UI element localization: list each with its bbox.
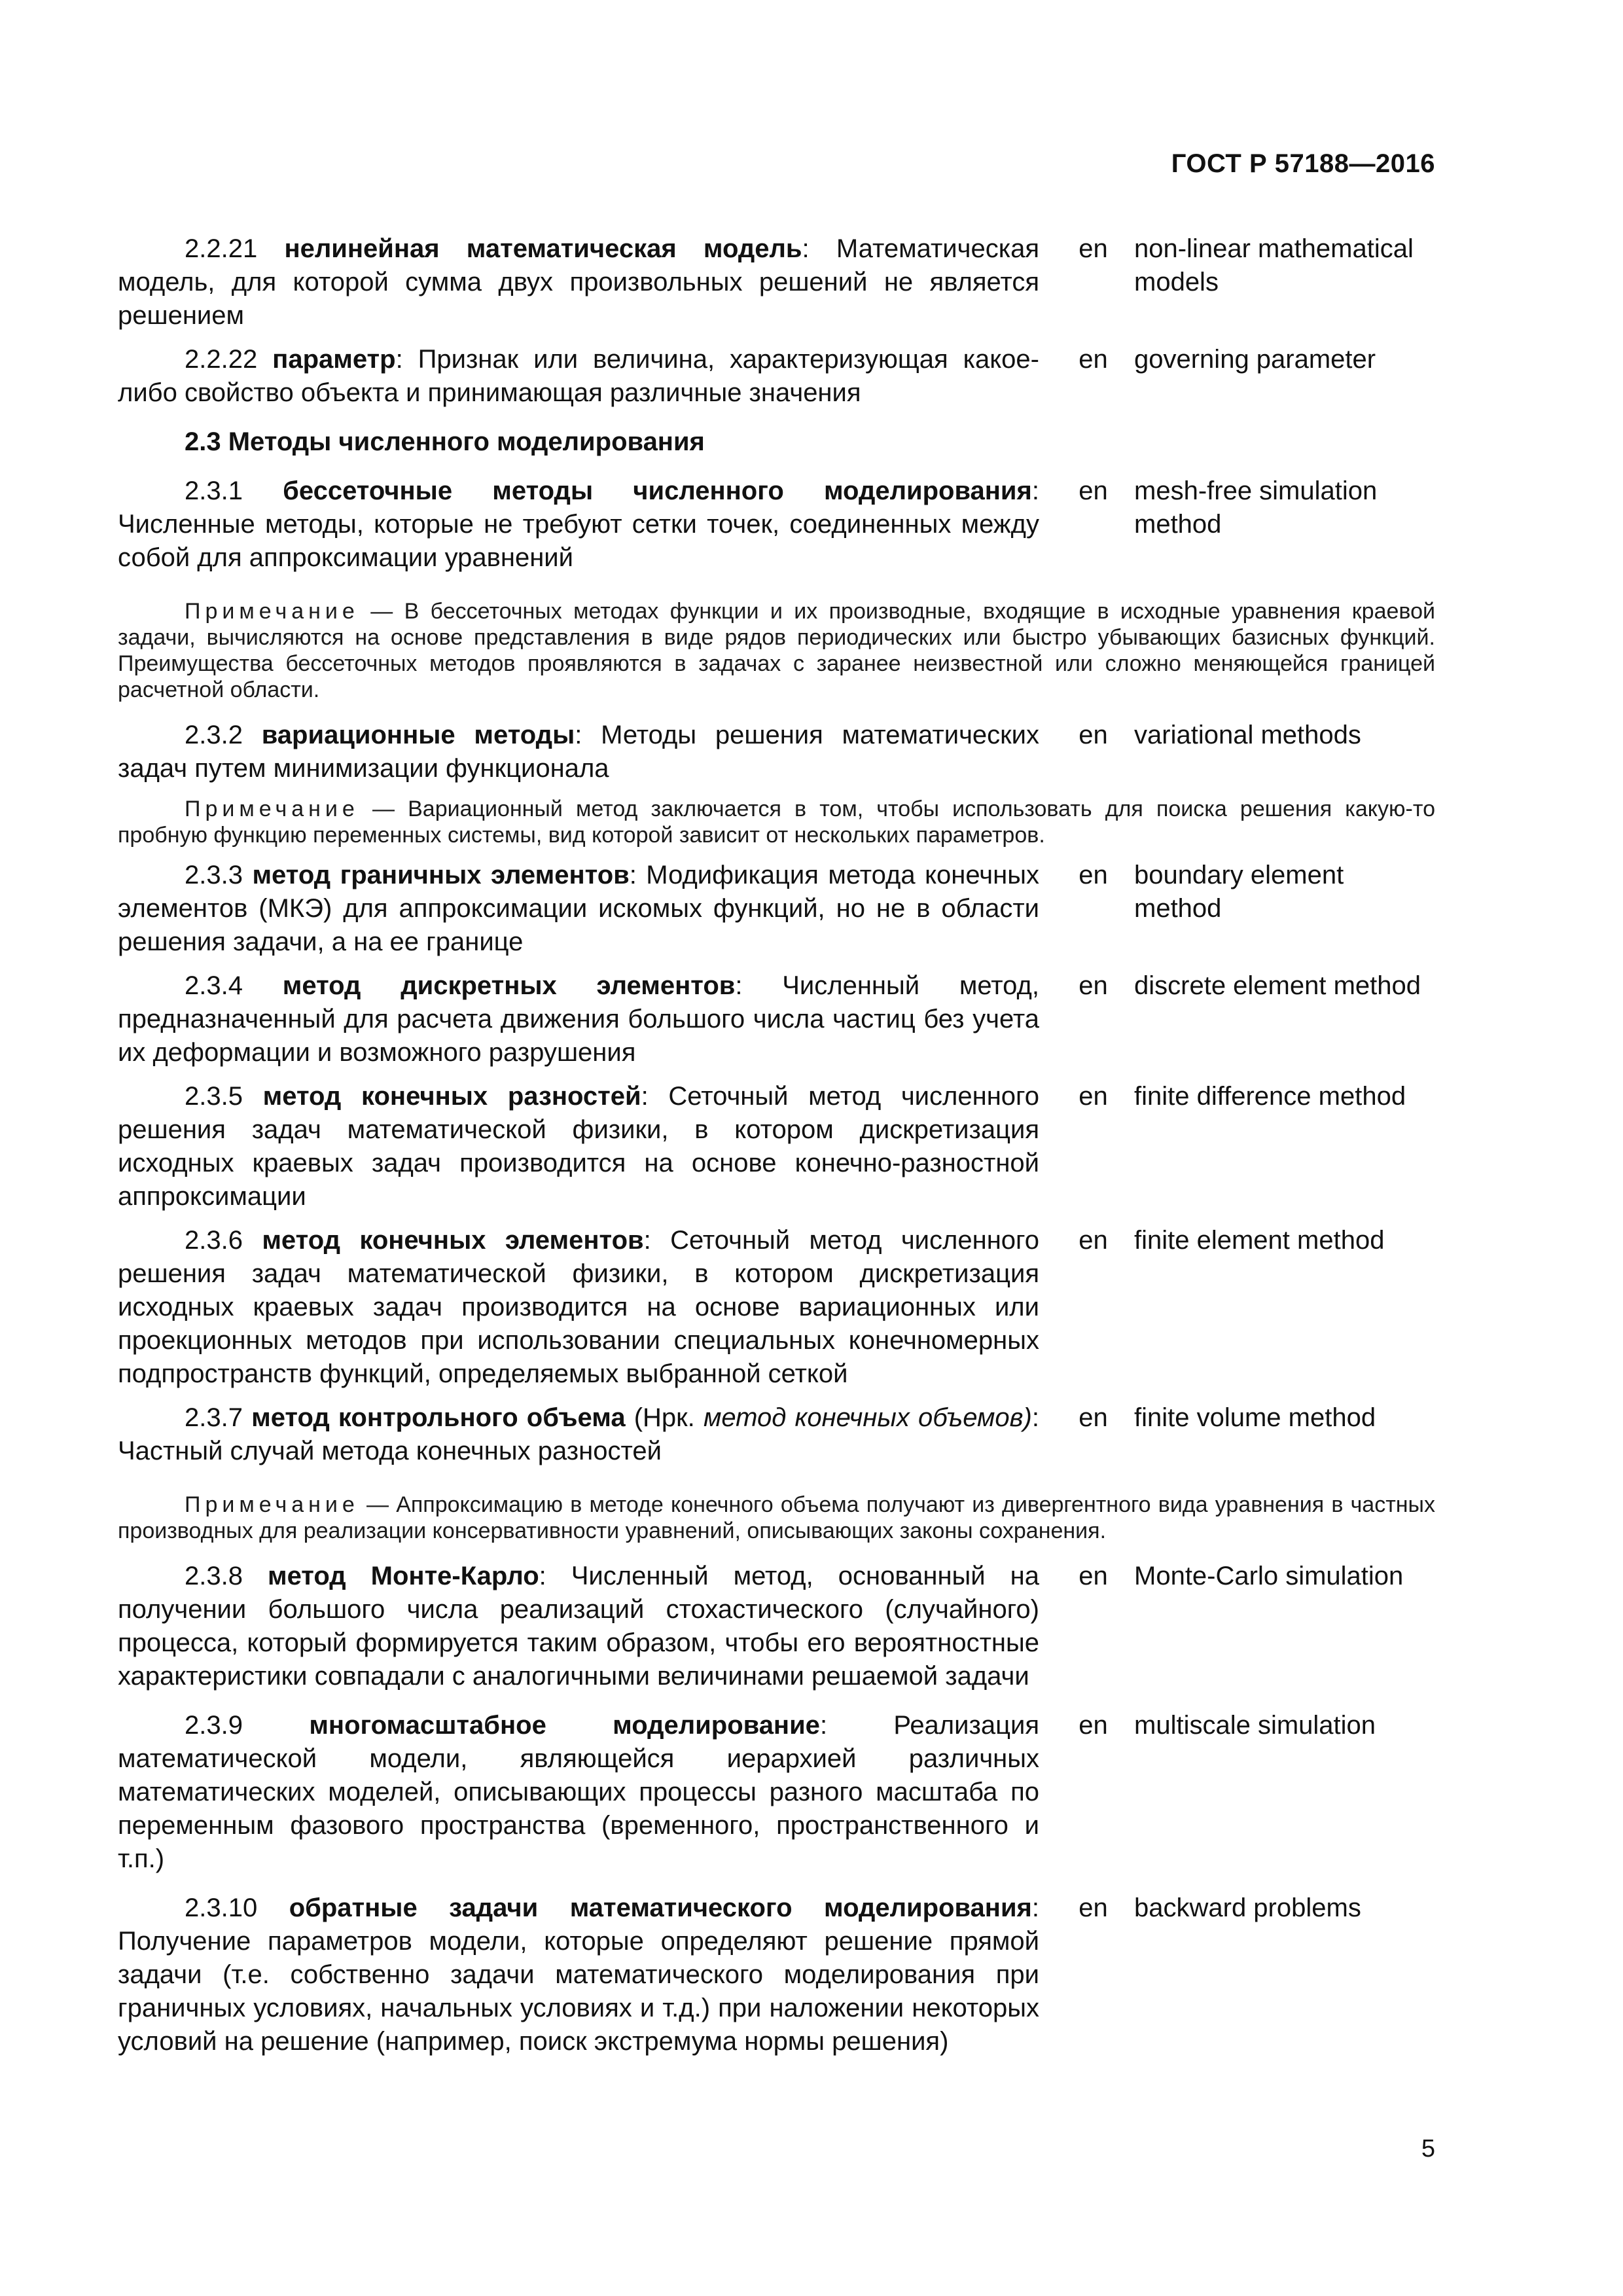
term-number: 2.3.8 bbox=[185, 1562, 243, 1590]
term-number: 2.3.6 bbox=[185, 1226, 243, 1255]
term-name: метод конечных элементов bbox=[262, 1226, 644, 1255]
term-number: 2.3.4 bbox=[185, 971, 243, 1000]
language-code: en bbox=[1079, 1562, 1108, 1590]
term-entry bbox=[118, 1224, 1435, 1391]
definition-text: : Математическая модель, для которой сумма двух произвольных решений не является решением bbox=[118, 234, 1039, 330]
alt-term: метод конечных объемов) bbox=[703, 1403, 1032, 1432]
term-definition bbox=[118, 475, 1039, 575]
term-name: вариационные методы bbox=[261, 721, 575, 749]
term-name: многомасштабное моделирование bbox=[309, 1711, 820, 1740]
term-entry bbox=[118, 1401, 1435, 1468]
language-code: en bbox=[1079, 971, 1108, 1000]
english-term: non-linear mathematical models bbox=[1134, 234, 1414, 296]
term-number: 2.3.3 bbox=[185, 861, 243, 889]
section-number: 2.3 bbox=[185, 427, 221, 456]
term-number: 2.2.21 bbox=[185, 234, 258, 263]
term-entry bbox=[118, 1709, 1435, 1876]
english-term: backward problems bbox=[1134, 1893, 1361, 1922]
term-definition bbox=[118, 719, 1039, 785]
language-code: en bbox=[1079, 476, 1108, 505]
term-definition bbox=[118, 232, 1039, 332]
term-number: 2.3.10 bbox=[185, 1893, 258, 1922]
note bbox=[118, 796, 1435, 848]
note-label: Примечание bbox=[185, 599, 359, 624]
term-entry bbox=[118, 859, 1435, 959]
english-term: variational methods bbox=[1134, 721, 1361, 749]
term-name: метод конечных разностей bbox=[262, 1082, 641, 1111]
term-number: 2.3.7 bbox=[185, 1403, 243, 1432]
note-dash: — bbox=[359, 1492, 397, 1517]
definition-text: : Признак или величина, характеризующая какое-либо свойство объекта и принимающая различные значения bbox=[118, 345, 1039, 407]
definition-text: : Сеточный метод численного решения задач математической физики, в котором дискретизация исходных краевых задач производится на основе вариационных или проекционных методов при использовании специальных конечномерных подпространств функций, определяемых выбранной сеткой bbox=[118, 1226, 1039, 1388]
definition-text: : Численный метод, основанный на получении большого числа реализаций стохастического (случайного) процесса, который формируется таким образом, чтобы его вероятностные характеристики совпадали с аналогичными величинами решаемой задачи bbox=[118, 1562, 1039, 1691]
definition-text: : Методы решения математических задач путем минимизации функционала bbox=[118, 721, 1039, 783]
note-label: Примечание bbox=[185, 1492, 359, 1517]
term-number: 2.3.5 bbox=[185, 1082, 243, 1111]
definition-text: : Численные методы, которые не требуют сетки точек, соединенных между собой для аппроксимации уравнений bbox=[118, 476, 1039, 572]
definition-text: : Реализация математической модели, являющейся иерархией различных математических моделей, описывающих процессы разного масштаба по переменным фазового пространства (временного, пространственного и т.п.) bbox=[118, 1711, 1039, 1873]
term-name: метод контрольного объема bbox=[251, 1403, 626, 1432]
english-term: discrete element method bbox=[1134, 971, 1421, 1000]
section-title: Методы численного моделирования bbox=[228, 427, 705, 456]
english-term: mesh-free simulation method bbox=[1134, 476, 1378, 539]
term-name: метод граничных элементов bbox=[252, 861, 630, 889]
term-name: метод дискретных элементов bbox=[282, 971, 736, 1000]
document-body bbox=[118, 232, 1435, 2058]
term-definition bbox=[118, 1401, 1039, 1468]
language-code: en bbox=[1079, 721, 1108, 749]
language-code: en bbox=[1079, 1082, 1108, 1111]
term-name: бессеточные методы численного моделирования bbox=[283, 476, 1032, 505]
alt-term-prefix: (Нрк. bbox=[625, 1403, 704, 1432]
note-dash: — bbox=[359, 797, 408, 821]
english-term: governing parameter bbox=[1134, 345, 1376, 374]
definition-text: : Сеточный метод численного решения задач математической физики, в котором дискретизация исходных краевых задач производится на основе конечно-разностной аппроксимации bbox=[118, 1082, 1039, 1211]
term-entry bbox=[118, 969, 1435, 1069]
language-code: en bbox=[1079, 1711, 1108, 1740]
english-term: multiscale simulation bbox=[1134, 1711, 1376, 1740]
note-text: Аппроксимацию в методе конечного объема получают из дивергентного вида уравнения в частных производных для реализации консервативности уравнений, описывающих законы сохранения. bbox=[118, 1492, 1435, 1543]
term-definition bbox=[118, 1892, 1039, 2058]
definition-text: : Численный метод, предназначенный для расчета движения большого числа частиц без учета их деформации и возможного разрушения bbox=[118, 971, 1039, 1067]
note-text: В бессеточных методах функции и их производные, входящие в исходные уравнения краевой задачи, вычисляются на основе представления в виде рядов периодических или быстро убывающих базисных функций. Преимущества бессеточных методов проявляются в задачах с заранее неизвестной или сложно меняющейся границей расчетной области. bbox=[118, 599, 1435, 702]
english-term: Monte-Carlo simulation bbox=[1134, 1562, 1404, 1590]
definition-text: : Частный случай метода конечных разностей bbox=[118, 1403, 1040, 1465]
page-number: 5 bbox=[1421, 2135, 1435, 2162]
note-text: Вариационный метод заключается в том, чтобы использовать для поиска решения какую-то пробную функцию переменных системы, вид которой зависит от нескольких параметров. bbox=[118, 797, 1435, 848]
term-name: метод Монте-Карло bbox=[267, 1562, 539, 1590]
term-name: параметр bbox=[272, 345, 396, 374]
term-definition bbox=[118, 1224, 1039, 1391]
term-number: 2.3.9 bbox=[185, 1711, 243, 1740]
language-code: en bbox=[1079, 861, 1108, 889]
note-dash: — bbox=[359, 599, 404, 624]
term-definition bbox=[118, 859, 1039, 959]
term-entry bbox=[118, 1080, 1435, 1213]
term-entry bbox=[118, 343, 1435, 410]
term-name: нелинейная математическая модель bbox=[284, 234, 802, 263]
section-heading bbox=[118, 425, 1435, 459]
language-code: en bbox=[1079, 234, 1108, 263]
english-term: finite volume method bbox=[1134, 1403, 1376, 1432]
term-definition bbox=[118, 1080, 1039, 1213]
term-number: 2.2.22 bbox=[185, 345, 258, 374]
term-entry bbox=[118, 1560, 1435, 1693]
language-code: en bbox=[1079, 1226, 1108, 1255]
language-code: en bbox=[1079, 345, 1108, 374]
document-code: ГОСТ Р 57188—2016 bbox=[1171, 149, 1435, 178]
term-number: 2.3.1 bbox=[185, 476, 243, 505]
language-code: en bbox=[1079, 1403, 1108, 1432]
note bbox=[118, 1492, 1435, 1544]
english-term: finite difference method bbox=[1134, 1082, 1406, 1111]
term-name: обратные задачи математического моделирования bbox=[289, 1893, 1032, 1922]
note-label: Примечание bbox=[185, 797, 359, 821]
language-code: en bbox=[1079, 1893, 1108, 1922]
term-definition bbox=[118, 1560, 1039, 1693]
english-term: finite element method bbox=[1134, 1226, 1385, 1255]
definition-text: : Получение параметров модели, которые определяют решение прямой задачи (т.е. собственно задачи математического моделирования при граничных условиях, начальных условиях и т.д.) при наложении некоторых условий на решение (например, поиск экстремума нормы решения) bbox=[118, 1893, 1039, 2056]
term-definition bbox=[118, 1709, 1039, 1876]
term-definition bbox=[118, 969, 1039, 1069]
english-term: boundary element method bbox=[1134, 861, 1344, 923]
term-entry bbox=[118, 1892, 1435, 2058]
note bbox=[118, 598, 1435, 703]
definition-text: : Модификация метода конечных элементов (МКЭ) для аппроксимации искомых функций, но не в области решения задачи, а на ее границе bbox=[118, 861, 1039, 956]
term-entry bbox=[118, 475, 1435, 575]
term-definition bbox=[118, 343, 1039, 410]
term-entry bbox=[118, 232, 1435, 332]
term-entry bbox=[118, 719, 1435, 785]
term-number: 2.3.2 bbox=[185, 721, 243, 749]
